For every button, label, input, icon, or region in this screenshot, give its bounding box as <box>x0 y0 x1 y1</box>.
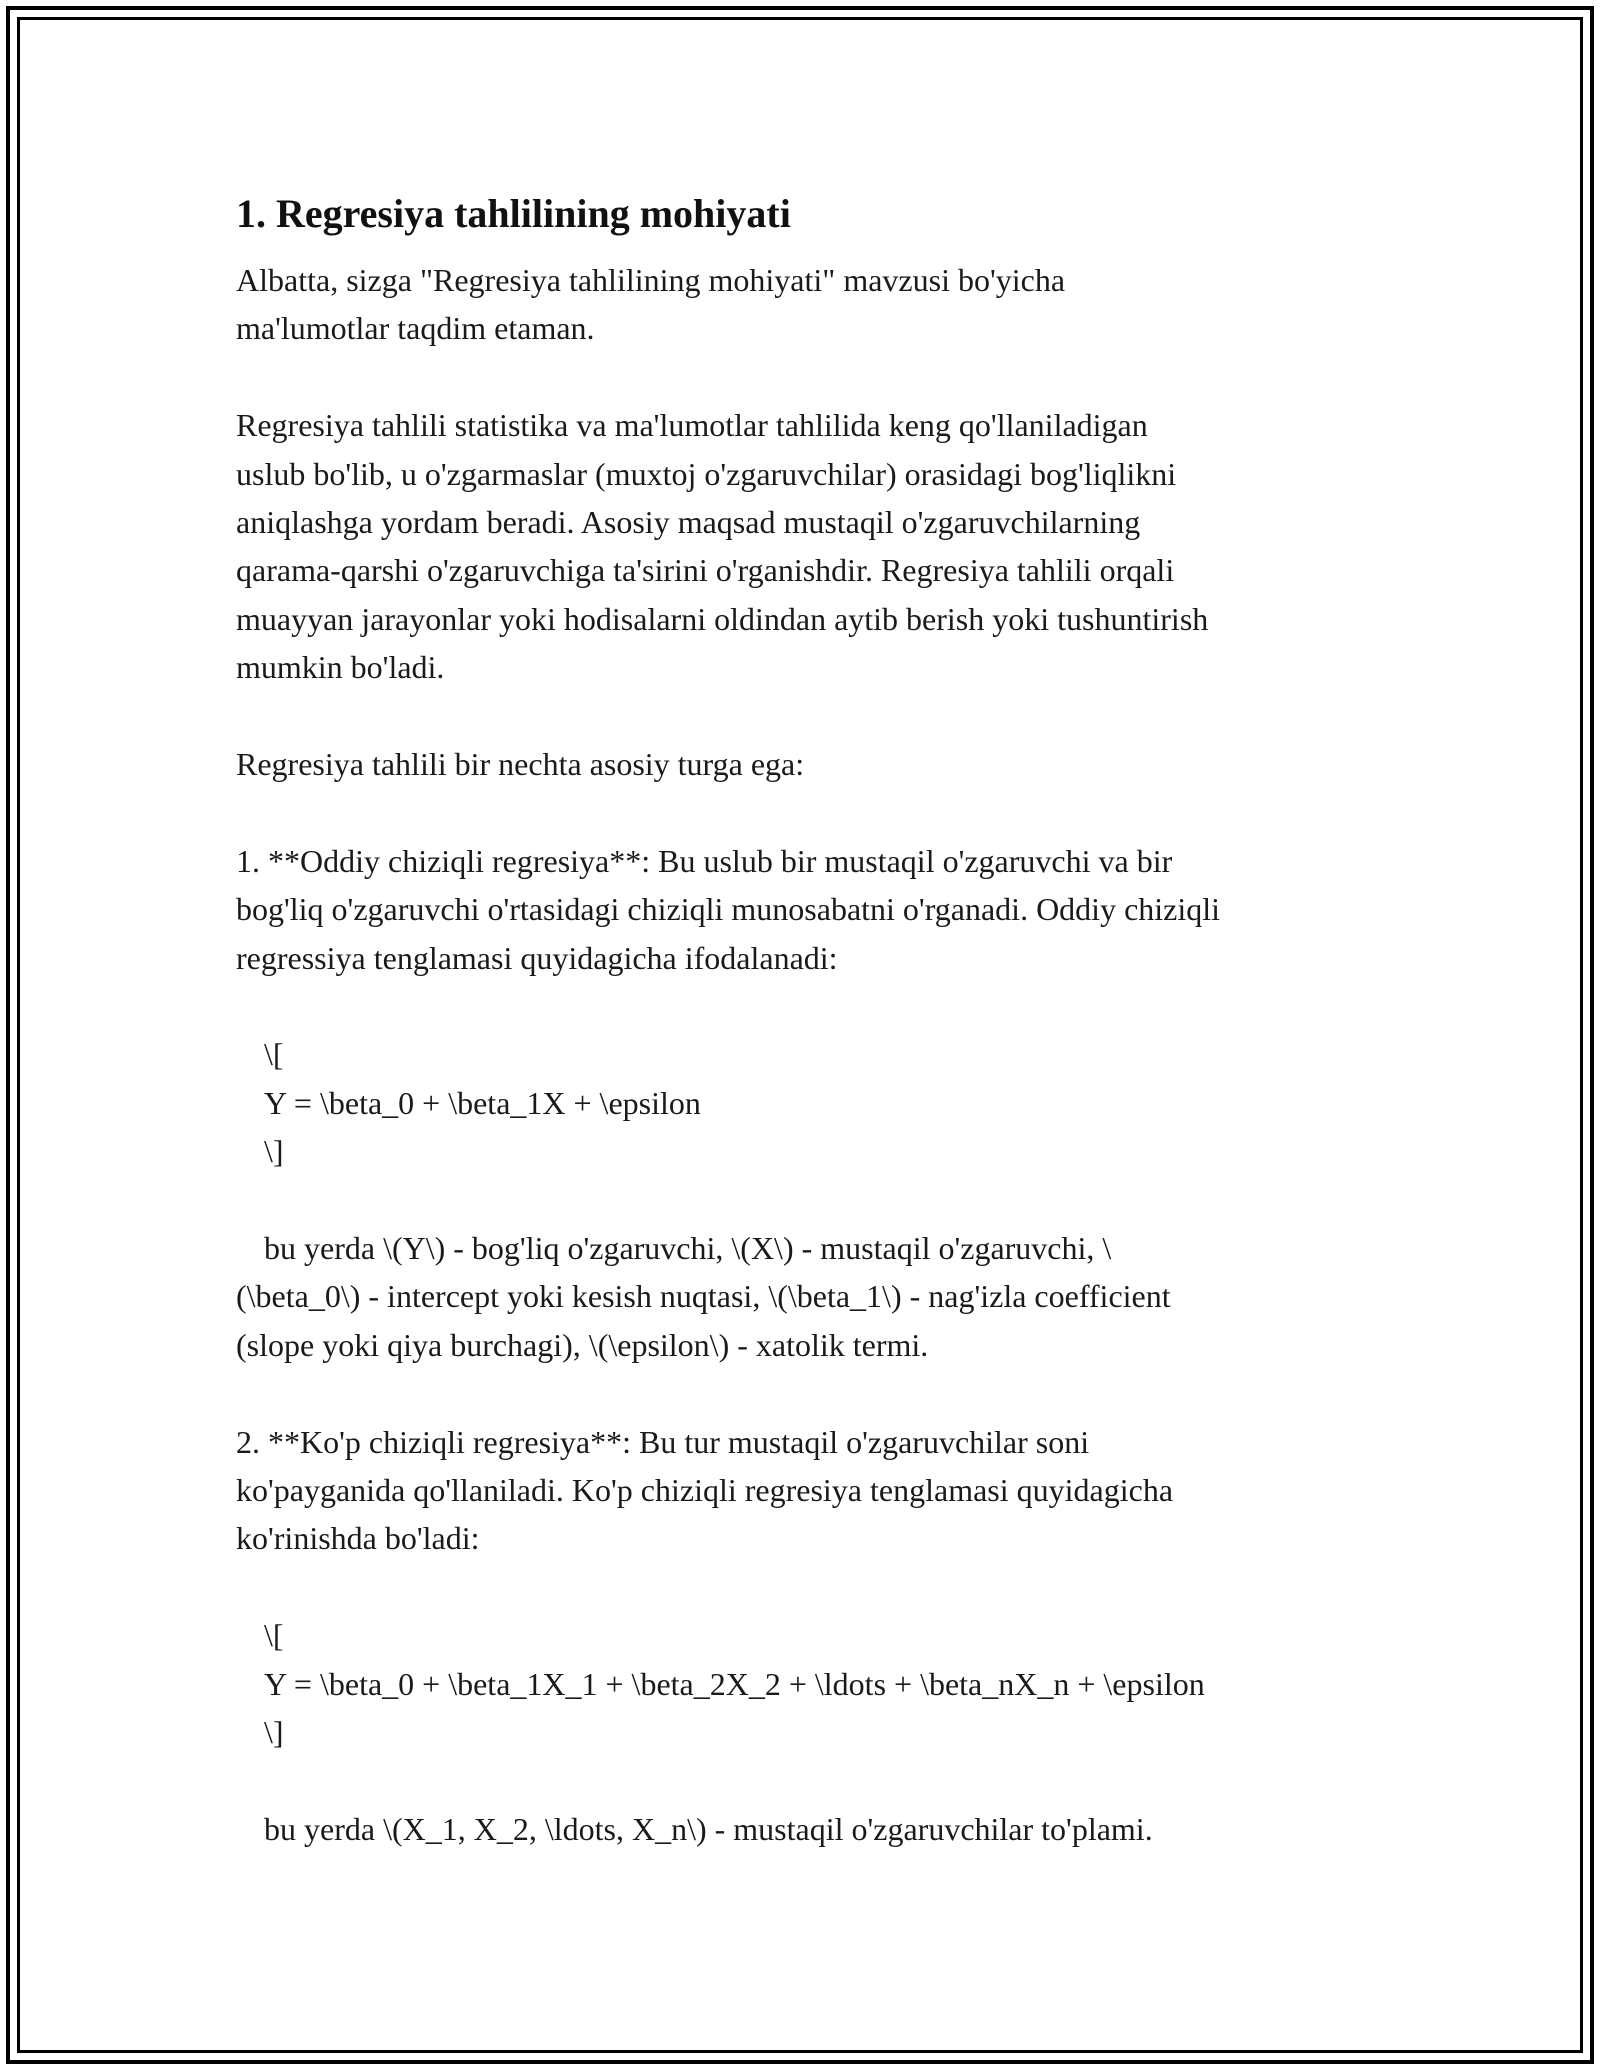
simple-regression-formula <box>264 1030 1386 1175</box>
section-heading: 1. Regresiya tahlilining mohiyati <box>236 191 791 236</box>
multiple-regression-explanation: bu yerda \(X_1, X_2, \ldots, X_n\) - mustaqil o'zgaruvchilar to'plami. <box>264 1810 1153 1847</box>
formula-close-delimiter: \] <box>264 1133 284 1170</box>
list-item-simple-regression: 1. **Oddiy chiziqli regresiya**: Bu uslub bir mustaqil o'zgaruvchi va bir bog'liq o'zgaruvchi o'rtasidagi chiziqli munosabatni o'rganadi. Oddiy chiziqli regressiya tenglamasi quyidagicha ifodalanadi: <box>236 842 1221 976</box>
simple-regression-explanation: bu yerda \(Y\) - bog'liq o'zgaruvchi, \(X\) - mustaqil o'zgaruvchi, \ (\beta_0\) - intercept yoki kesish nuqtasi, \(\beta_1\) - nag'izla coefficient (slope yoki qiya burchagi), \(\epsilon\) - xatolik termi. <box>236 1230 1171 1363</box>
types-intro-paragraph: Regresiya tahlili bir nechta asosiy turga ega: <box>236 746 805 783</box>
document-page <box>236 186 1386 1853</box>
formula-expression: Y = \beta_0 + \beta_1X_1 + \beta_2X_2 + \ldots + \beta_nX_n + \epsilon <box>264 1665 1205 1702</box>
formula-open-delimiter: \[ <box>264 1036 284 1073</box>
intro-paragraph: Albatta, sizga "Regresiya tahlilining mohiyati" mavzusi bo'yicha ma'lumotlar taqdim etaman. <box>236 262 1066 347</box>
formula-close-delimiter: \] <box>264 1714 284 1751</box>
formula-open-delimiter: \[ <box>264 1617 284 1654</box>
list-item-multiple-regression: 2. **Ko'p chiziqli regresiya**: Bu tur mustaqil o'zgaruvchilar soni ko'payganida qo'llaniladi. Ko'p chiziqli regresiya tenglamasi quyidagicha ko'rinishda bo'ladi: <box>236 1423 1174 1557</box>
multiple-regression-formula <box>264 1611 1386 1756</box>
formula-expression: Y = \beta_0 + \beta_1X + \epsilon <box>264 1084 701 1121</box>
definition-paragraph: Regresiya tahlili statistika va ma'lumotlar tahlilida keng qo'llaniladigan uslub bo'lib, u o'zgarmaslar (muxtoj o'zgaruvchilar) orasidagi bog'liqlikni aniqlashga yordam beradi. Asosiy maqsad mustaqil o'zgaruvchilarning qarama-qarshi o'zgaruvchiga ta'sirini o'rganishdir. Regresiya tahlili orqali muayyan jarayonlar yoki hodisalarni oldindan aytib berish yoki tushuntirish mumkin bo'ladi. <box>236 407 1209 686</box>
